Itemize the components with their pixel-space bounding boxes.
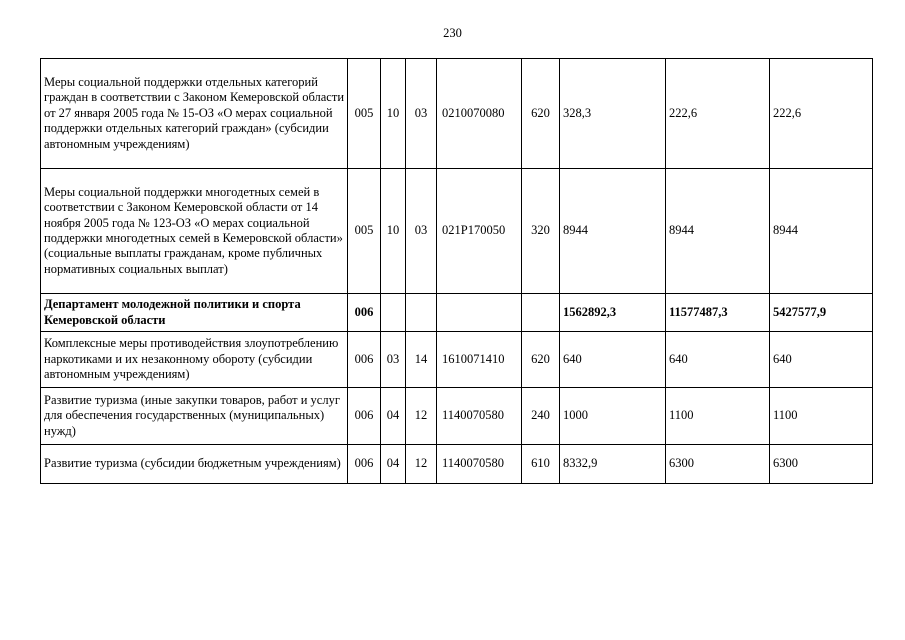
expense-type-code: 610 (522, 445, 560, 484)
target-article-code: 1140070580 (437, 445, 522, 484)
amount-year-3: 222,6 (770, 59, 873, 169)
section-code: 10 (381, 59, 406, 169)
subsection-code: 03 (406, 169, 437, 294)
section-code: 04 (381, 445, 406, 484)
section-code: 03 (381, 332, 406, 388)
amount-year-2: 6300 (666, 445, 770, 484)
amount-year-2: 222,6 (666, 59, 770, 169)
ministry-code: 006 (348, 445, 381, 484)
amount-year-2: 640 (666, 332, 770, 388)
table-row (41, 169, 873, 294)
amount-year-1: 8944 (560, 169, 666, 294)
amount-year-3: 1100 (770, 388, 873, 445)
amount-year-1: 328,3 (560, 59, 666, 169)
expense-type-code: 240 (522, 388, 560, 445)
section-code (381, 294, 406, 332)
amount-year-3: 5427577,9 (770, 294, 873, 332)
amount-year-1: 1000 (560, 388, 666, 445)
amount-year-3: 6300 (770, 445, 873, 484)
ministry-code: 006 (348, 332, 381, 388)
target-article-code (437, 294, 522, 332)
expense-type-code: 620 (522, 332, 560, 388)
row-description: Развитие туризма (иные закупки товаров, работ и услуг для обеспечения государственных (муниципальных) нужд) (41, 388, 348, 445)
section-code: 10 (381, 169, 406, 294)
amount-year-1: 1562892,3 (560, 294, 666, 332)
target-article-code: 1610071410 (437, 332, 522, 388)
row-description: Меры социальной поддержки многодетных семей в соответствии с Законом Кемеровской области от 14 ноября 2005 года № 123-ОЗ «О мерах социальной поддержки многодетных семей в Кемеровской области» (социальные выплаты гражданам, кроме публичных нормативных социальных выплат) (41, 169, 348, 294)
target-article-code: 0210070080 (437, 59, 522, 169)
amount-year-2: 8944 (666, 169, 770, 294)
amount-year-2: 1100 (666, 388, 770, 445)
department-name: Департамент молодежной политики и спорта Кемеровской области (41, 294, 348, 332)
subsection-code: 03 (406, 59, 437, 169)
ministry-code: 006 (348, 388, 381, 445)
ministry-code: 005 (348, 59, 381, 169)
table-row (41, 332, 873, 388)
amount-year-3: 8944 (770, 169, 873, 294)
expense-type-code (522, 294, 560, 332)
table-row (41, 59, 873, 169)
section-code: 04 (381, 388, 406, 445)
row-description: Комплексные меры противодействия злоупотреблению наркотиками и их незаконному обороту (субсидии автономным учреждениям) (41, 332, 348, 388)
target-article-code: 1140070580 (437, 388, 522, 445)
amount-year-2: 11577487,3 (666, 294, 770, 332)
subsection-code (406, 294, 437, 332)
subsection-code: 12 (406, 445, 437, 484)
table-row (41, 388, 873, 445)
expense-type-code: 620 (522, 59, 560, 169)
page-number: 230 (443, 26, 462, 40)
row-description: Меры социальной поддержки отдельных категорий граждан в соответствии с Законом Кемеровской области от 27 января 2005 года № 15-ОЗ «О мерах социальной поддержки отдельных категорий граждан» (субсидии автономным учреждениям) (41, 59, 348, 169)
budget-table (40, 58, 873, 484)
amount-year-1: 640 (560, 332, 666, 388)
table-row (41, 445, 873, 484)
subsection-code: 12 (406, 388, 437, 445)
amount-year-1: 8332,9 (560, 445, 666, 484)
expense-type-code: 320 (522, 169, 560, 294)
subsection-code: 14 (406, 332, 437, 388)
ministry-code: 005 (348, 169, 381, 294)
amount-year-3: 640 (770, 332, 873, 388)
row-description: Развитие туризма (субсидии бюджетным учреждениям) (41, 445, 348, 484)
department-row (41, 294, 873, 332)
ministry-code: 006 (348, 294, 381, 332)
target-article-code: 021P170050 (437, 169, 522, 294)
